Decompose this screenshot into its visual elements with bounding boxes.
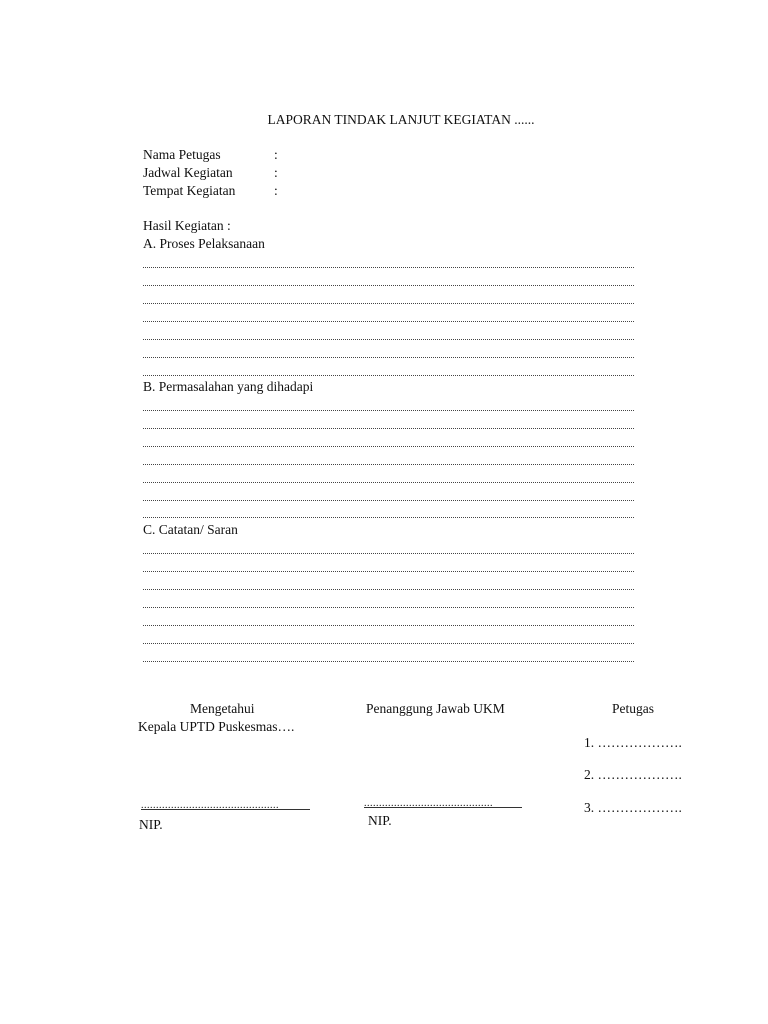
section-c-heading: C. Catatan/ Saran (143, 522, 238, 537)
dotted-line (143, 445, 634, 447)
field-label-nama-petugas: Nama Petugas (143, 147, 221, 162)
field-colon: : (274, 183, 278, 198)
dotted-line (143, 516, 634, 518)
hasil-kegiatan-heading: Hasil Kegiatan : (143, 218, 231, 233)
dotted-line (143, 624, 634, 626)
report-title: LAPORAN TINDAK LANJUT KEGIATAN ...... (267, 112, 535, 127)
dotted-line (143, 642, 634, 644)
dotted-line (143, 499, 634, 501)
dotted-line (143, 660, 634, 662)
petugas-entry-3: 3. ………………. (584, 800, 682, 815)
dotted-line (143, 338, 634, 340)
dotted-line (143, 570, 634, 572)
dotted-line (143, 356, 634, 358)
dotted-line (143, 481, 634, 483)
field-label-tempat-kegiatan: Tempat Kegiatan (143, 183, 236, 198)
petugas-entry-2: 2. ………………. (584, 767, 682, 782)
dotted-line (143, 588, 634, 590)
field-colon: : (274, 165, 278, 180)
penanggung-jawab-label: Penanggung Jawab UKM (366, 701, 505, 716)
penanggung-jawab-signature-line: ........................................... (364, 801, 522, 808)
dotted-line (143, 427, 634, 429)
mengetahui-label: Mengetahui (190, 701, 255, 716)
penanggung-jawab-nip: NIP. (368, 813, 392, 828)
mengetahui-nip: NIP. (139, 817, 163, 832)
dotted-line (143, 284, 634, 286)
dotted-line (143, 302, 634, 304)
section-a-heading: A. Proses Pelaksanaan (143, 236, 265, 251)
field-label-jadwal-kegiatan: Jadwal Kegiatan (143, 165, 233, 180)
dotted-line (143, 606, 634, 608)
section-b-heading: B. Permasalahan yang dihadapi (143, 379, 314, 394)
petugas-label: Petugas (612, 701, 654, 716)
field-colon: : (274, 147, 278, 162)
kepala-uptd-label: Kepala UPTD Puskesmas…. (138, 719, 295, 734)
dotted-line (143, 320, 634, 322)
dotted-line (143, 266, 634, 268)
petugas-entry-1: 1. ………………. (584, 735, 682, 750)
dotted-line (143, 374, 634, 376)
mengetahui-signature-line: .............................................. (141, 803, 310, 810)
dotted-line (143, 552, 634, 554)
dotted-line (143, 409, 634, 411)
dotted-line (143, 463, 634, 465)
